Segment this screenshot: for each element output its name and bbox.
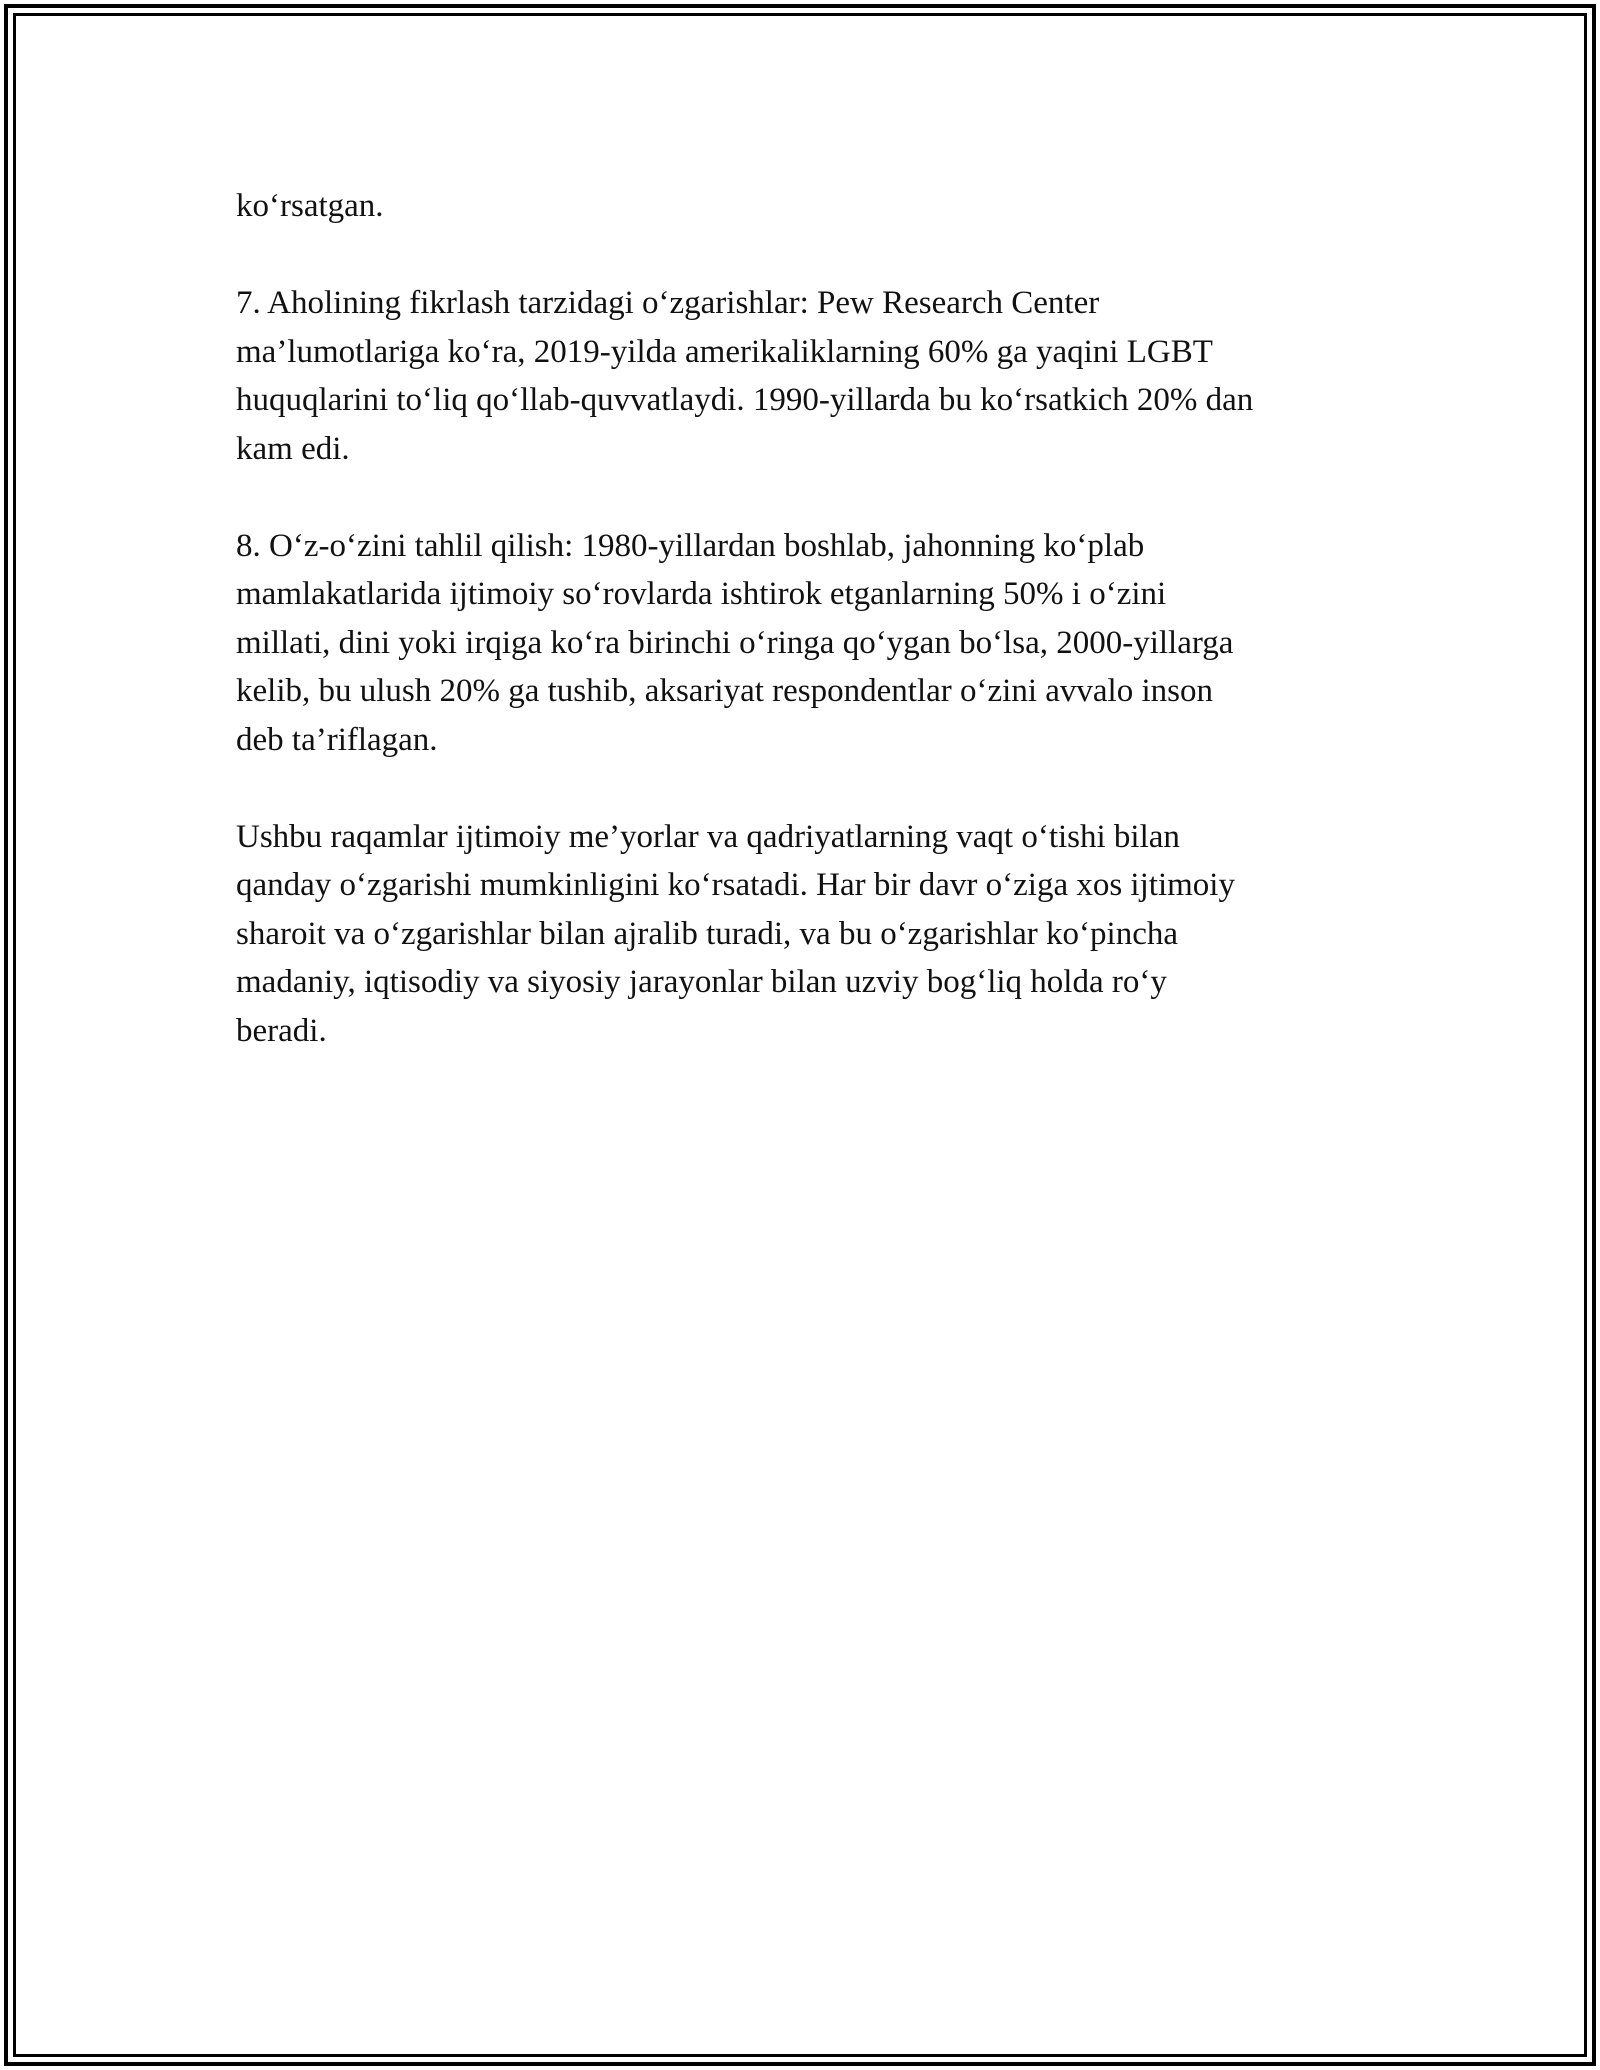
paragraph-item-7: 7. Aholining fikrlash tarzidagi o‘zgarishlar: Pew Research Center ma’lumotlariga ko‘ra, 2019-yilda amerikaliklarning 60% ga yaqini LGBT huquqlarini to‘liq qo‘llab-quvvatlaydi. 1990-yillarda bu ko‘rsatkich 20% dan kam edi. (236, 285, 1254, 467)
paragraph-conclusion: Ushbu raqamlar ijtimoiy me’yorlar va qadriyatlarning vaqt o‘tishi bilan qanday o‘zgarishi mumkinligini ko‘rsatadi. Har bir davr o‘ziga xos ijtimoiy sharoit va o‘zgarishlar bilan ajralib turadi, va bu o‘zgarishlar ko‘pincha madaniy, iqtisodiy va siyosiy jarayonlar bilan uzviy bog‘liq holda ro‘y beradi. (236, 818, 1235, 1049)
paragraph-item-8: 8. O‘z-o‘zini tahlil qilish: 1980-yillardan boshlab, jahonning ko‘plab mamlakatlarida ijtimoiy so‘rovlarda ishtirok etganlarning 50% i o‘zini millati, dini yoki irqiga ko‘ra birinchi o‘ringa qo‘ygan bo‘lsa, 2000-yillarga kelib, bu ulush 20% ga tushib, aksariyat respondentlar o‘zini avvalo inson deb ta’riflagan. (236, 527, 1234, 758)
document-body (236, 182, 1376, 1104)
paragraph-continuation: ko‘rsatgan. (236, 188, 384, 224)
